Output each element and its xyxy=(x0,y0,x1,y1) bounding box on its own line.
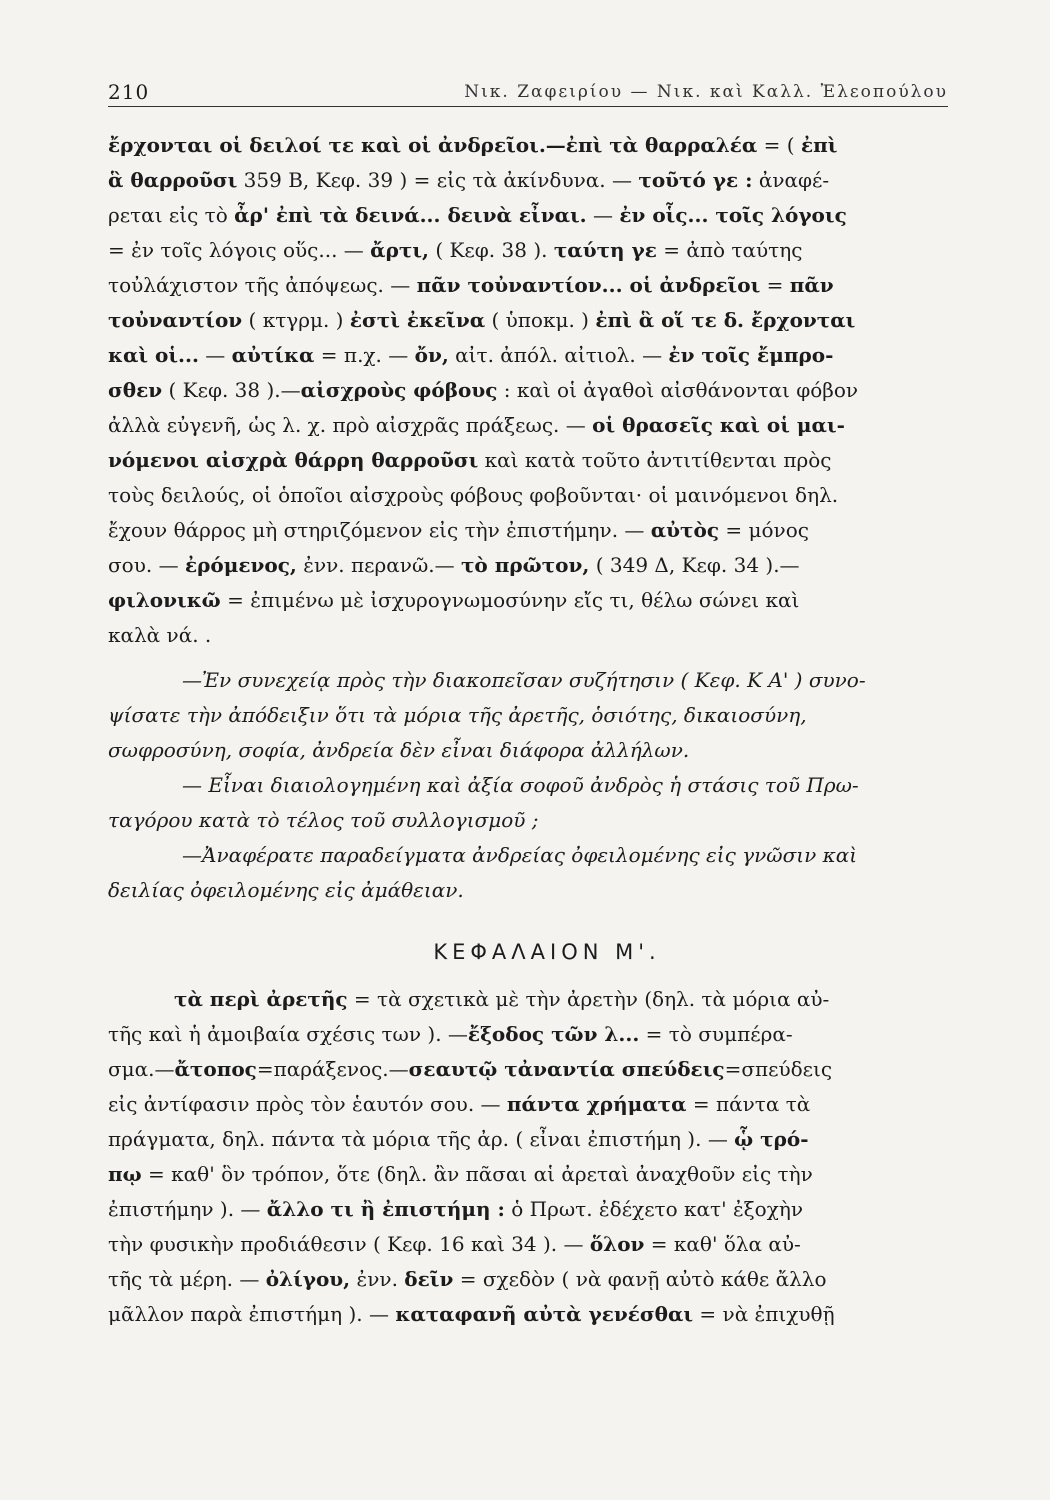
lemma-text: ὄν, xyxy=(414,343,449,367)
gloss-text: ( 349 Δ, Κεφ. 34 ).— xyxy=(589,553,800,577)
gloss-text: = πάντα τὰ xyxy=(686,1092,811,1116)
gloss-text: ὁ Πρωτ. ἐδέχετο κατ' ἐξοχὴν xyxy=(504,1197,803,1221)
lemma-text: ἃ θαρροῦσι xyxy=(108,168,238,192)
review-questions xyxy=(108,663,950,908)
gloss-text: τὴν φυσικὴν προδιάθεσιν ( Κεφ. 16 καὶ 34 ). — xyxy=(108,1232,590,1256)
lemma-text: τὰ περὶ ἀρετῆς xyxy=(174,987,348,1011)
lemma-text: τοὐναντίον xyxy=(108,308,243,332)
lemma-text: ὅλον xyxy=(589,1232,645,1256)
question-line: σωφροσύνη, σοφία, ἀνδρεία δὲν εἶναι διάφορα ἀλλήλων. xyxy=(108,738,690,762)
lemma-text: ἄλλο τι ἢ ἐπιστήμη : xyxy=(266,1197,505,1221)
lemma-text: ἆρ' ἐπὶ τὰ δεινά... δεινὰ εἶναι. xyxy=(234,203,587,227)
lemma-text: ἔρχονται οἱ δειλοί τε καὶ οἱ ἀνδρεῖοι.—ἐπὶ τὰ θαρραλέα xyxy=(108,133,758,157)
text-line xyxy=(108,338,950,373)
gloss-text: = σχεδὸν ( νὰ φανῇ αὐτὸ κάθε ἄλλο xyxy=(453,1267,827,1291)
text-line xyxy=(108,163,950,198)
gloss-text: = ἐπιμένω μὲ ἰσχυρογνωμοσύνην εἴς τι, θέλω σώνει καὶ xyxy=(220,588,800,612)
lemma-text: ἐν τοῖς ἔμπρο- xyxy=(668,343,834,367)
text-line xyxy=(108,373,950,408)
text-line xyxy=(108,982,950,1017)
text-line xyxy=(108,268,950,303)
text-line xyxy=(108,1192,950,1227)
gloss-text: ἔχουν θάρρος μὴ στηριζόμενον εἰς τὴν ἐπιστήμην. — xyxy=(108,518,651,542)
gloss-text: = καθ' ὃν τρόπον, ὅτε (δηλ. ἂν πᾶσαι αἱ ἀρεταὶ ἀναχθοῦν εἰς τὴν xyxy=(141,1162,813,1186)
gloss-text: ( Κεφ. 38 ). xyxy=(428,238,554,262)
page-number: 210 xyxy=(108,80,150,104)
gloss-text: ἐνν. xyxy=(350,1267,405,1291)
gloss-text: μᾶλλον παρὰ ἐπιστήμη ). — xyxy=(108,1302,396,1326)
text-line xyxy=(108,1052,950,1087)
gloss-text: τῆς τὰ μέρη. — xyxy=(108,1267,266,1291)
gloss-text: : καὶ οἱ ἀγαθοὶ αἰσθάνονται φόβον xyxy=(497,378,859,402)
gloss-text: = π.χ. — xyxy=(314,343,415,367)
gloss-text: πράγματα, δηλ. πάντα τὰ μόρια τῆς ἀρ. ( εἶναι ἐπιστήμη ). — xyxy=(108,1127,735,1151)
gloss-text: τοὺς δειλούς, οἱ ὁποῖοι αἰσχροὺς φόβους φοβοῦνται· οἱ μαινόμενοι δηλ. xyxy=(108,483,839,507)
gloss-text: ( ὑποκμ. ) xyxy=(485,308,596,332)
text-line xyxy=(108,1157,950,1192)
body-text xyxy=(108,128,950,1332)
question-line: ψίσατε τὴν ἀπόδειξιν ὅτι τὰ μόρια τῆς ἀρετῆς, ὁσιότης, δικαιοσύνη, xyxy=(108,703,807,727)
lemma-text: ἐρόμενος, xyxy=(184,553,297,577)
gloss-text: = μόνος xyxy=(719,518,809,542)
gloss-text: = xyxy=(760,273,790,297)
question-line: —Ἀναφέρατε παραδείγματα ἀνδρείας ὀφειλομένης εἰς γνῶσιν καὶ xyxy=(182,843,858,867)
gloss-text: 359 B, Κεφ. 39 ) = εἰς τὰ ἀκίνδυνα. — xyxy=(237,168,639,192)
lemma-text: τοῦτό γε : xyxy=(638,168,753,192)
text-line xyxy=(108,198,950,233)
commentary-block-1 xyxy=(108,128,950,653)
question-line: δειλίας ὀφειλομένης εἰς ἀμάθειαν. xyxy=(108,878,464,902)
text-line xyxy=(108,128,950,163)
lemma-text: πᾶν xyxy=(789,273,834,297)
lemma-text: αὐτίκα xyxy=(231,343,315,367)
lemma-text: σθεν xyxy=(108,378,163,402)
gloss-text: =σπεύδεις xyxy=(724,1057,833,1081)
lemma-text: καταφανῆ αὐτὰ γενέσθαι xyxy=(395,1302,694,1326)
text-line xyxy=(108,1297,950,1332)
gloss-text: ἐπιστήμην ). — xyxy=(108,1197,267,1221)
lemma-text: πάντα χρήματα xyxy=(506,1092,687,1116)
lemma-text: νόμενοι αἰσχρὰ θάρρη θαρροῦσι xyxy=(108,448,479,472)
text-line xyxy=(108,478,950,513)
question-line: — Εἶναι διαιολογημένη καὶ ἀξία σοφοῦ ἀνδρὸς ἡ στάσις τοῦ Πρω- xyxy=(182,773,859,797)
gloss-text: καὶ κατὰ τοῦτο ἀντιτίθενται πρὸς xyxy=(478,448,832,472)
lemma-text: ἐστὶ ἐκεῖνα xyxy=(349,308,486,332)
lemma-text: ὀλίγου, xyxy=(265,1267,351,1291)
gloss-text: — xyxy=(198,343,232,367)
lemma-text: ἔξοδος τῶν λ... xyxy=(467,1022,640,1046)
question-line: ταγόρου κατὰ τὸ τέλος τοῦ συλλογισμοῦ ; xyxy=(108,808,539,832)
gloss-text: = τὸ συμπέρα- xyxy=(639,1022,793,1046)
text-line xyxy=(108,303,950,338)
lemma-text: αὐτὸς xyxy=(650,518,720,542)
text-line xyxy=(108,1262,950,1297)
gloss-text: καλὰ νά. . xyxy=(108,623,212,647)
gloss-text: εἰς ἀντίφασιν πρὸς τὸν ἑαυτόν σου. — xyxy=(108,1092,507,1116)
lemma-text: οἱ θρασεῖς καὶ οἱ μαι- xyxy=(592,413,845,437)
gloss-text: ἀλλὰ εὐγενῆ, ὡς λ. χ. πρὸ αἰσχρᾶς πράξεως. — xyxy=(108,413,593,437)
lemma-text: καὶ οἱ... xyxy=(108,343,199,367)
page-header xyxy=(108,78,948,107)
lemma-text: πᾶν τοὐναντίον... οἱ ἀνδρεῖοι xyxy=(416,273,761,297)
lemma-text: ἄτοπος xyxy=(174,1057,257,1081)
lemma-text: ἄρτι, xyxy=(370,238,429,262)
lemma-text: ᾧ τρό- xyxy=(734,1127,809,1151)
lemma-text: τὸ πρῶτον, xyxy=(460,553,590,577)
gloss-text: ἀναφέ- xyxy=(752,168,830,192)
text-line xyxy=(108,443,950,478)
question-line: —Ἐν συνεχείᾳ πρὸς τὴν διακοπεῖσαν συζήτησιν ( Κεφ. Κ Α' ) συνο- xyxy=(182,668,866,692)
lemma-text: ἐπὶ xyxy=(800,133,838,157)
gloss-text: = ( xyxy=(757,133,801,157)
text-line xyxy=(108,408,950,443)
text-line xyxy=(108,513,950,548)
lemma-text: φιλονικῶ xyxy=(108,588,221,612)
text-line xyxy=(108,583,950,618)
text-line xyxy=(108,618,950,653)
gloss-text: τῆς καὶ ἡ ἀμοιβαία σχέσις των ). — xyxy=(108,1022,468,1046)
lemma-text: σεαυτῷ τἀναντία σπεύδεις xyxy=(408,1057,725,1081)
text-line xyxy=(108,1227,950,1262)
running-head: Νικ. Ζαφειρίου — Νικ. καὶ Καλλ. Ἐλεοπούλου xyxy=(464,82,948,102)
lemma-text: ἐν οἷς... τοῖς λόγοις xyxy=(619,203,847,227)
gloss-text: = καθ' ὅλα αὐ- xyxy=(644,1232,801,1256)
gloss-text: σμα.— xyxy=(108,1057,175,1081)
chapter-title: ΚΕΦΑΛΑΙΟΝ Μ'. xyxy=(433,940,661,964)
text-line xyxy=(108,233,950,268)
gloss-text: ἐνν. περανῶ.— xyxy=(296,553,461,577)
gloss-text: σου. — xyxy=(108,553,185,577)
lemma-text: πῳ xyxy=(108,1162,142,1186)
text-line xyxy=(108,1017,950,1052)
text-line xyxy=(108,1122,950,1157)
gloss-text: τοὐλάχιστον τῆς ἀπόψεως. — xyxy=(108,273,417,297)
text-line xyxy=(108,1087,950,1122)
lemma-text: ταύτη γε xyxy=(553,238,657,262)
gloss-text: = ἐν τοῖς λόγοις οὕς... — xyxy=(108,238,371,262)
gloss-text: =παράξενος.— xyxy=(256,1057,409,1081)
text-line xyxy=(108,548,950,583)
gloss-text: = τὰ σχετικὰ μὲ τὴν ἀρετὴν (δηλ. τὰ μόρια αὐ- xyxy=(347,987,830,1011)
lemma-text: αἰσχροὺς φόβους xyxy=(300,378,498,402)
gloss-text: ρεται εἰς τὸ xyxy=(108,203,235,227)
lemma-text: ἐπὶ ἃ οἵ τε δ. ἔρχονται xyxy=(595,308,856,332)
gloss-text: ( κτγρμ. ) xyxy=(242,308,350,332)
gloss-text: — xyxy=(586,203,620,227)
gloss-text: ( Κεφ. 38 ).— xyxy=(162,378,301,402)
commentary-block-2 xyxy=(108,982,950,1332)
lemma-text: δεῖν xyxy=(404,1267,454,1291)
gloss-text: = ἀπὸ ταύτης xyxy=(656,238,803,262)
gloss-text: = νὰ ἐπιχυθῇ xyxy=(693,1302,835,1326)
gloss-text: αἰτ. ἀπόλ. αἰτιολ. — xyxy=(448,343,669,367)
